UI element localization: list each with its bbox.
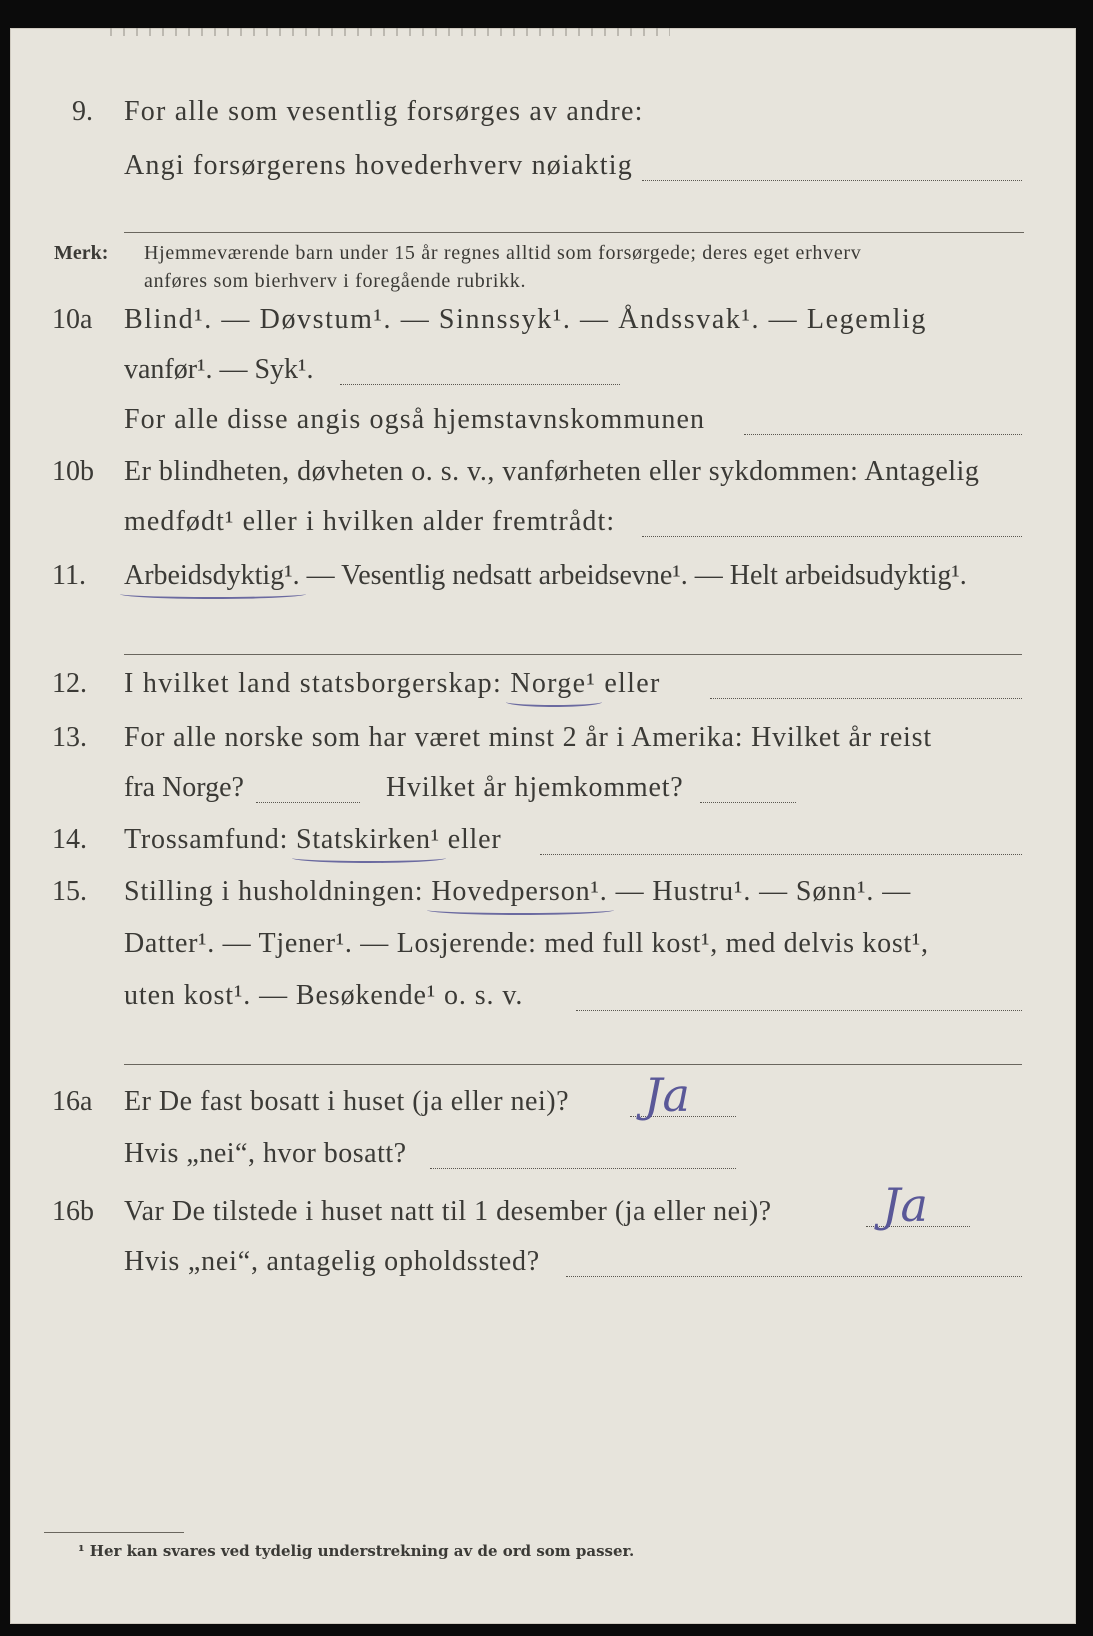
question-text: vanfør¹. — Syk¹. (124, 354, 314, 385)
question-text: Hvilket år hjemkommet? (386, 772, 684, 803)
answer-line[interactable] (256, 802, 360, 803)
handwritten-answer: Ja (644, 1068, 690, 1122)
question-text: Angi forsørgerens hovederhverv nøiaktig (124, 150, 633, 181)
question-prefix: Trossamfund: (124, 824, 296, 855)
question-suffix: eller (596, 668, 661, 699)
question-text: Var De tilstede i huset natt til 1 desember (ja eller nei)? (124, 1196, 772, 1227)
answer-line-full[interactable] (124, 1064, 1022, 1065)
answer-line[interactable] (540, 854, 1022, 855)
question-text: Blind¹. — Døvstum¹. — Sinnssyk¹. — Åndssvak¹. — Legemlig (124, 304, 927, 335)
question-text: For alle norske som har været minst 2 år i Amerika: Hvilket år reist (124, 722, 932, 753)
underlined-option[interactable]: Arbeidsdyktig¹. (124, 560, 300, 591)
question-number: 11. (52, 560, 86, 591)
answer-line[interactable] (700, 802, 796, 803)
answer-line[interactable] (430, 1168, 736, 1169)
underlined-option[interactable]: Statskirken¹ (295, 824, 440, 855)
question-text (124, 824, 501, 856)
perforation-edge (110, 28, 670, 36)
question-text: Hvis „nei“, antagelig opholdssted? (124, 1246, 540, 1277)
note-text: Hjemmeværende barn under 15 år regnes alltid som forsørgede; deres eget erhverv (144, 242, 862, 264)
answer-line[interactable] (710, 698, 1022, 699)
question-number: 16b (52, 1196, 94, 1227)
handwritten-answer: Ja (882, 1178, 928, 1232)
question-text (124, 876, 911, 908)
question-text: Datter¹. — Tjener¹. — Losjerende: med full kost¹, med delvis kost¹, (124, 928, 929, 959)
question-text: medfødt¹ eller i hvilken alder fremtrådt: (124, 506, 616, 537)
question-text: For alle disse angis også hjemstavnskommunen (124, 404, 706, 435)
question-prefix: I hvilket land statsborgerskap: (124, 668, 511, 699)
note-label: Merk: (54, 242, 109, 264)
question-number: 15. (52, 876, 87, 907)
answer-line[interactable] (642, 536, 1022, 537)
question-text: For alle som vesentlig forsørges av andre: (124, 96, 644, 127)
question-suffix: — Hustru¹. — Sønn¹. — (607, 876, 912, 907)
answer-line[interactable] (340, 384, 620, 385)
question-number: 9. (72, 96, 93, 127)
note-text: anføres som bierhverv i foregående rubrikk. (144, 270, 527, 292)
underlined-option[interactable]: Hovedperson¹. (431, 876, 608, 907)
footnote-text: ¹ Her kan svares ved tydelig understrekning av de ord som passer. (78, 1542, 635, 1560)
answer-line-full[interactable] (124, 232, 1024, 233)
answer-line[interactable] (744, 434, 1022, 435)
question-options: — Vesentlig nedsatt arbeidsevne¹. — Helt arbeidsudyktig¹. (299, 560, 967, 591)
question-suffix: eller (439, 824, 502, 855)
question-number: 16a (52, 1086, 93, 1117)
underlined-option[interactable]: Norge¹ (510, 668, 597, 699)
question-number: 10a (52, 304, 93, 335)
answer-line[interactable] (576, 1010, 1022, 1011)
question-text: Er blindheten, døvheten o. s. v., vanførheten eller sykdommen: Antagelig (124, 456, 980, 487)
question-number: 12. (52, 668, 87, 699)
question-number: 10b (52, 456, 94, 487)
question-text: uten kost¹. — Besøkende¹ o. s. v. (124, 980, 524, 1011)
question-text: fra Norge? (124, 772, 244, 803)
footnote-rule (44, 1532, 184, 1533)
question-number: 14. (52, 824, 87, 855)
question-text: Er De fast bosatt i huset (ja eller nei)? (124, 1086, 569, 1117)
question-text (124, 560, 967, 592)
question-number: 13. (52, 722, 87, 753)
census-form-page (10, 28, 1076, 1624)
answer-line[interactable] (642, 180, 1022, 181)
question-text (124, 668, 661, 700)
question-text: Hvis „nei“, hvor bosatt? (124, 1138, 407, 1169)
answer-line-full[interactable] (124, 654, 1022, 655)
answer-line[interactable] (566, 1276, 1022, 1277)
question-prefix: Stilling i husholdningen: (124, 876, 432, 907)
